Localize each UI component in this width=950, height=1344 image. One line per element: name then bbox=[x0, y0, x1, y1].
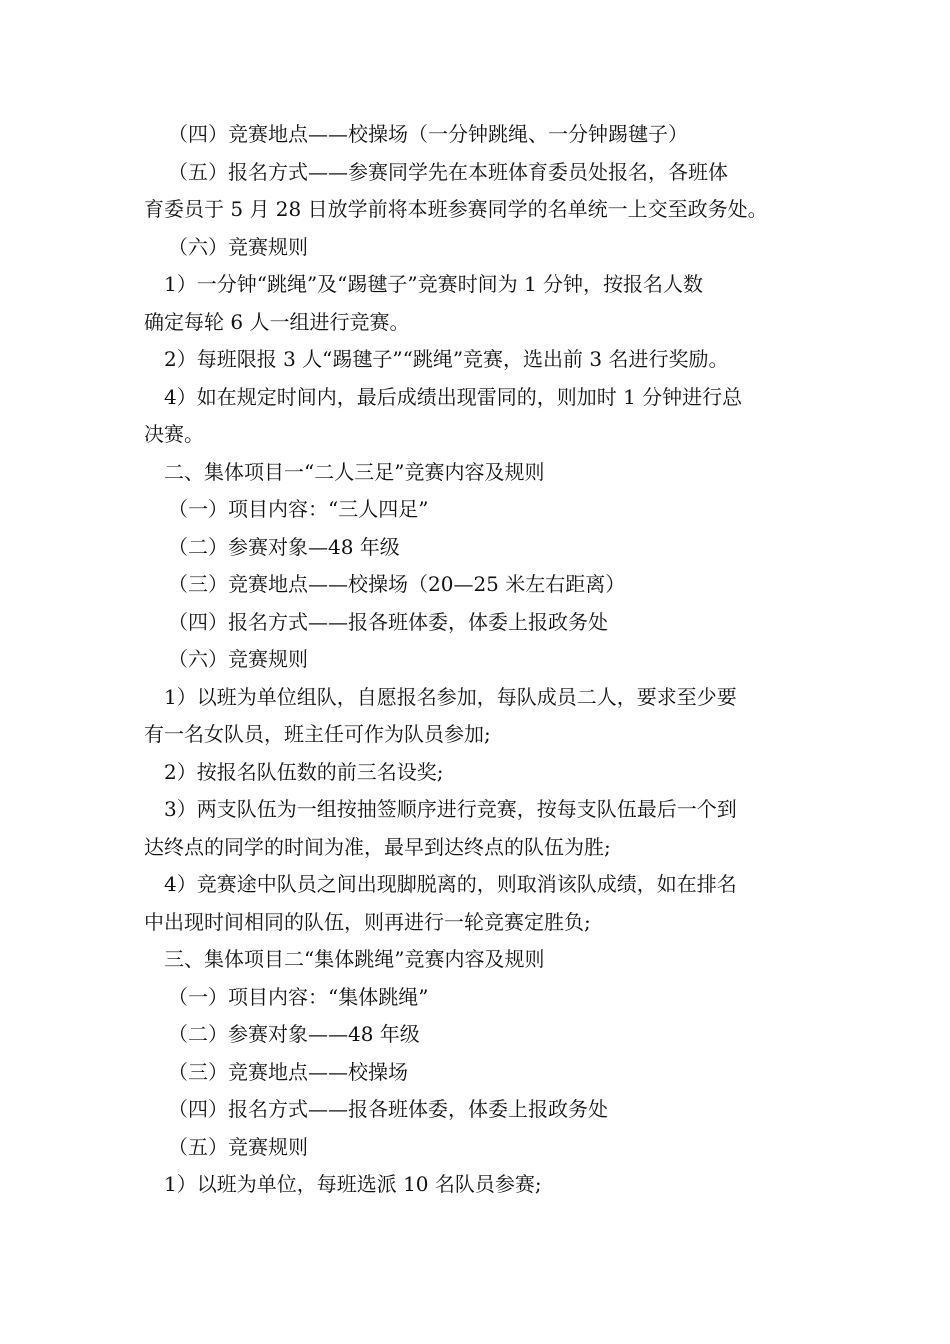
text-line: （四）竞赛地点——校操场（一分钟跳绳、一分钟踢毽子） bbox=[168, 122, 688, 146]
text-line: 4）竞赛途中队员之间出现脚脱离的，则取消该队成绩，如在排名 bbox=[164, 872, 737, 896]
document-body bbox=[144, 116, 824, 1204]
text-line: （三）竞赛地点——校操场（20—25 米左右距离） bbox=[168, 572, 626, 596]
text-line: 育委员于 5 月 28 日放学前将本班参赛同学的名单统一上交至政务处。 bbox=[144, 197, 768, 221]
text-line: 3）两支队伍为一组按抽签顺序进行竞赛，按每支队伍最后一个到 bbox=[164, 797, 737, 821]
text-line: （二）参赛对象—48 年级 bbox=[168, 534, 400, 559]
text-line: （四）报名方式——报各班体委，体委上报政务处 bbox=[168, 609, 608, 634]
text-line: 1）一分钟“跳绳”及“踢毽子”竞赛时间为 1 分钟，按报名人数 bbox=[164, 272, 704, 296]
text-line: （五）报名方式——参赛同学先在本班体育委员处报名，各班体 bbox=[168, 159, 728, 184]
text-line: 有一名女队员，班主任可作为队员参加; bbox=[144, 722, 491, 746]
text-line: （二）参赛对象——48 年级 bbox=[168, 1022, 420, 1046]
text-line: （三）竞赛地点——校操场 bbox=[168, 1059, 408, 1084]
text-line: （五）竞赛规则 bbox=[168, 1134, 308, 1159]
text-line: 1）以班为单位，每班选派 10 名队员参赛; bbox=[164, 1172, 542, 1196]
text-line: （六）竞赛规则 bbox=[168, 234, 308, 259]
text-line: 4）如在规定时间内，最后成绩出现雷同的，则加时 1 分钟进行总 bbox=[164, 384, 743, 409]
text-line: 2）每班限报 3 人“踢毽子”“跳绳”竞赛，选出前 3 名进行奖励。 bbox=[164, 347, 729, 371]
text-line: （一）项目内容：“集体跳绳” bbox=[168, 984, 429, 1009]
text-line: 确定每轮 6 人一组进行竞赛。 bbox=[144, 309, 410, 334]
text-line: 达终点的同学的时间为准，最早到达终点的队伍为胜; bbox=[144, 834, 611, 859]
text-line: （一）项目内容：“三人四足” bbox=[168, 497, 429, 521]
text-line: （四）报名方式——报各班体委，体委上报政务处 bbox=[168, 1097, 608, 1121]
section-heading: 二、集体项目一“二人三足”竞赛内容及规则 bbox=[164, 459, 545, 484]
section-heading: 三、集体项目二“集体跳绳”竞赛内容及规则 bbox=[164, 947, 545, 971]
text-line: 1）以班为单位组队，自愿报名参加，每队成员二人，要求至少要 bbox=[164, 684, 737, 709]
text-line: 决赛。 bbox=[144, 422, 204, 446]
text-line: （六）竞赛规则 bbox=[168, 647, 308, 671]
text-line: 中出现时间相同的队伍，则再进行一轮竞赛定胜负; bbox=[144, 909, 591, 934]
text-line: 2）按报名队伍数的前三名设奖; bbox=[164, 759, 444, 784]
